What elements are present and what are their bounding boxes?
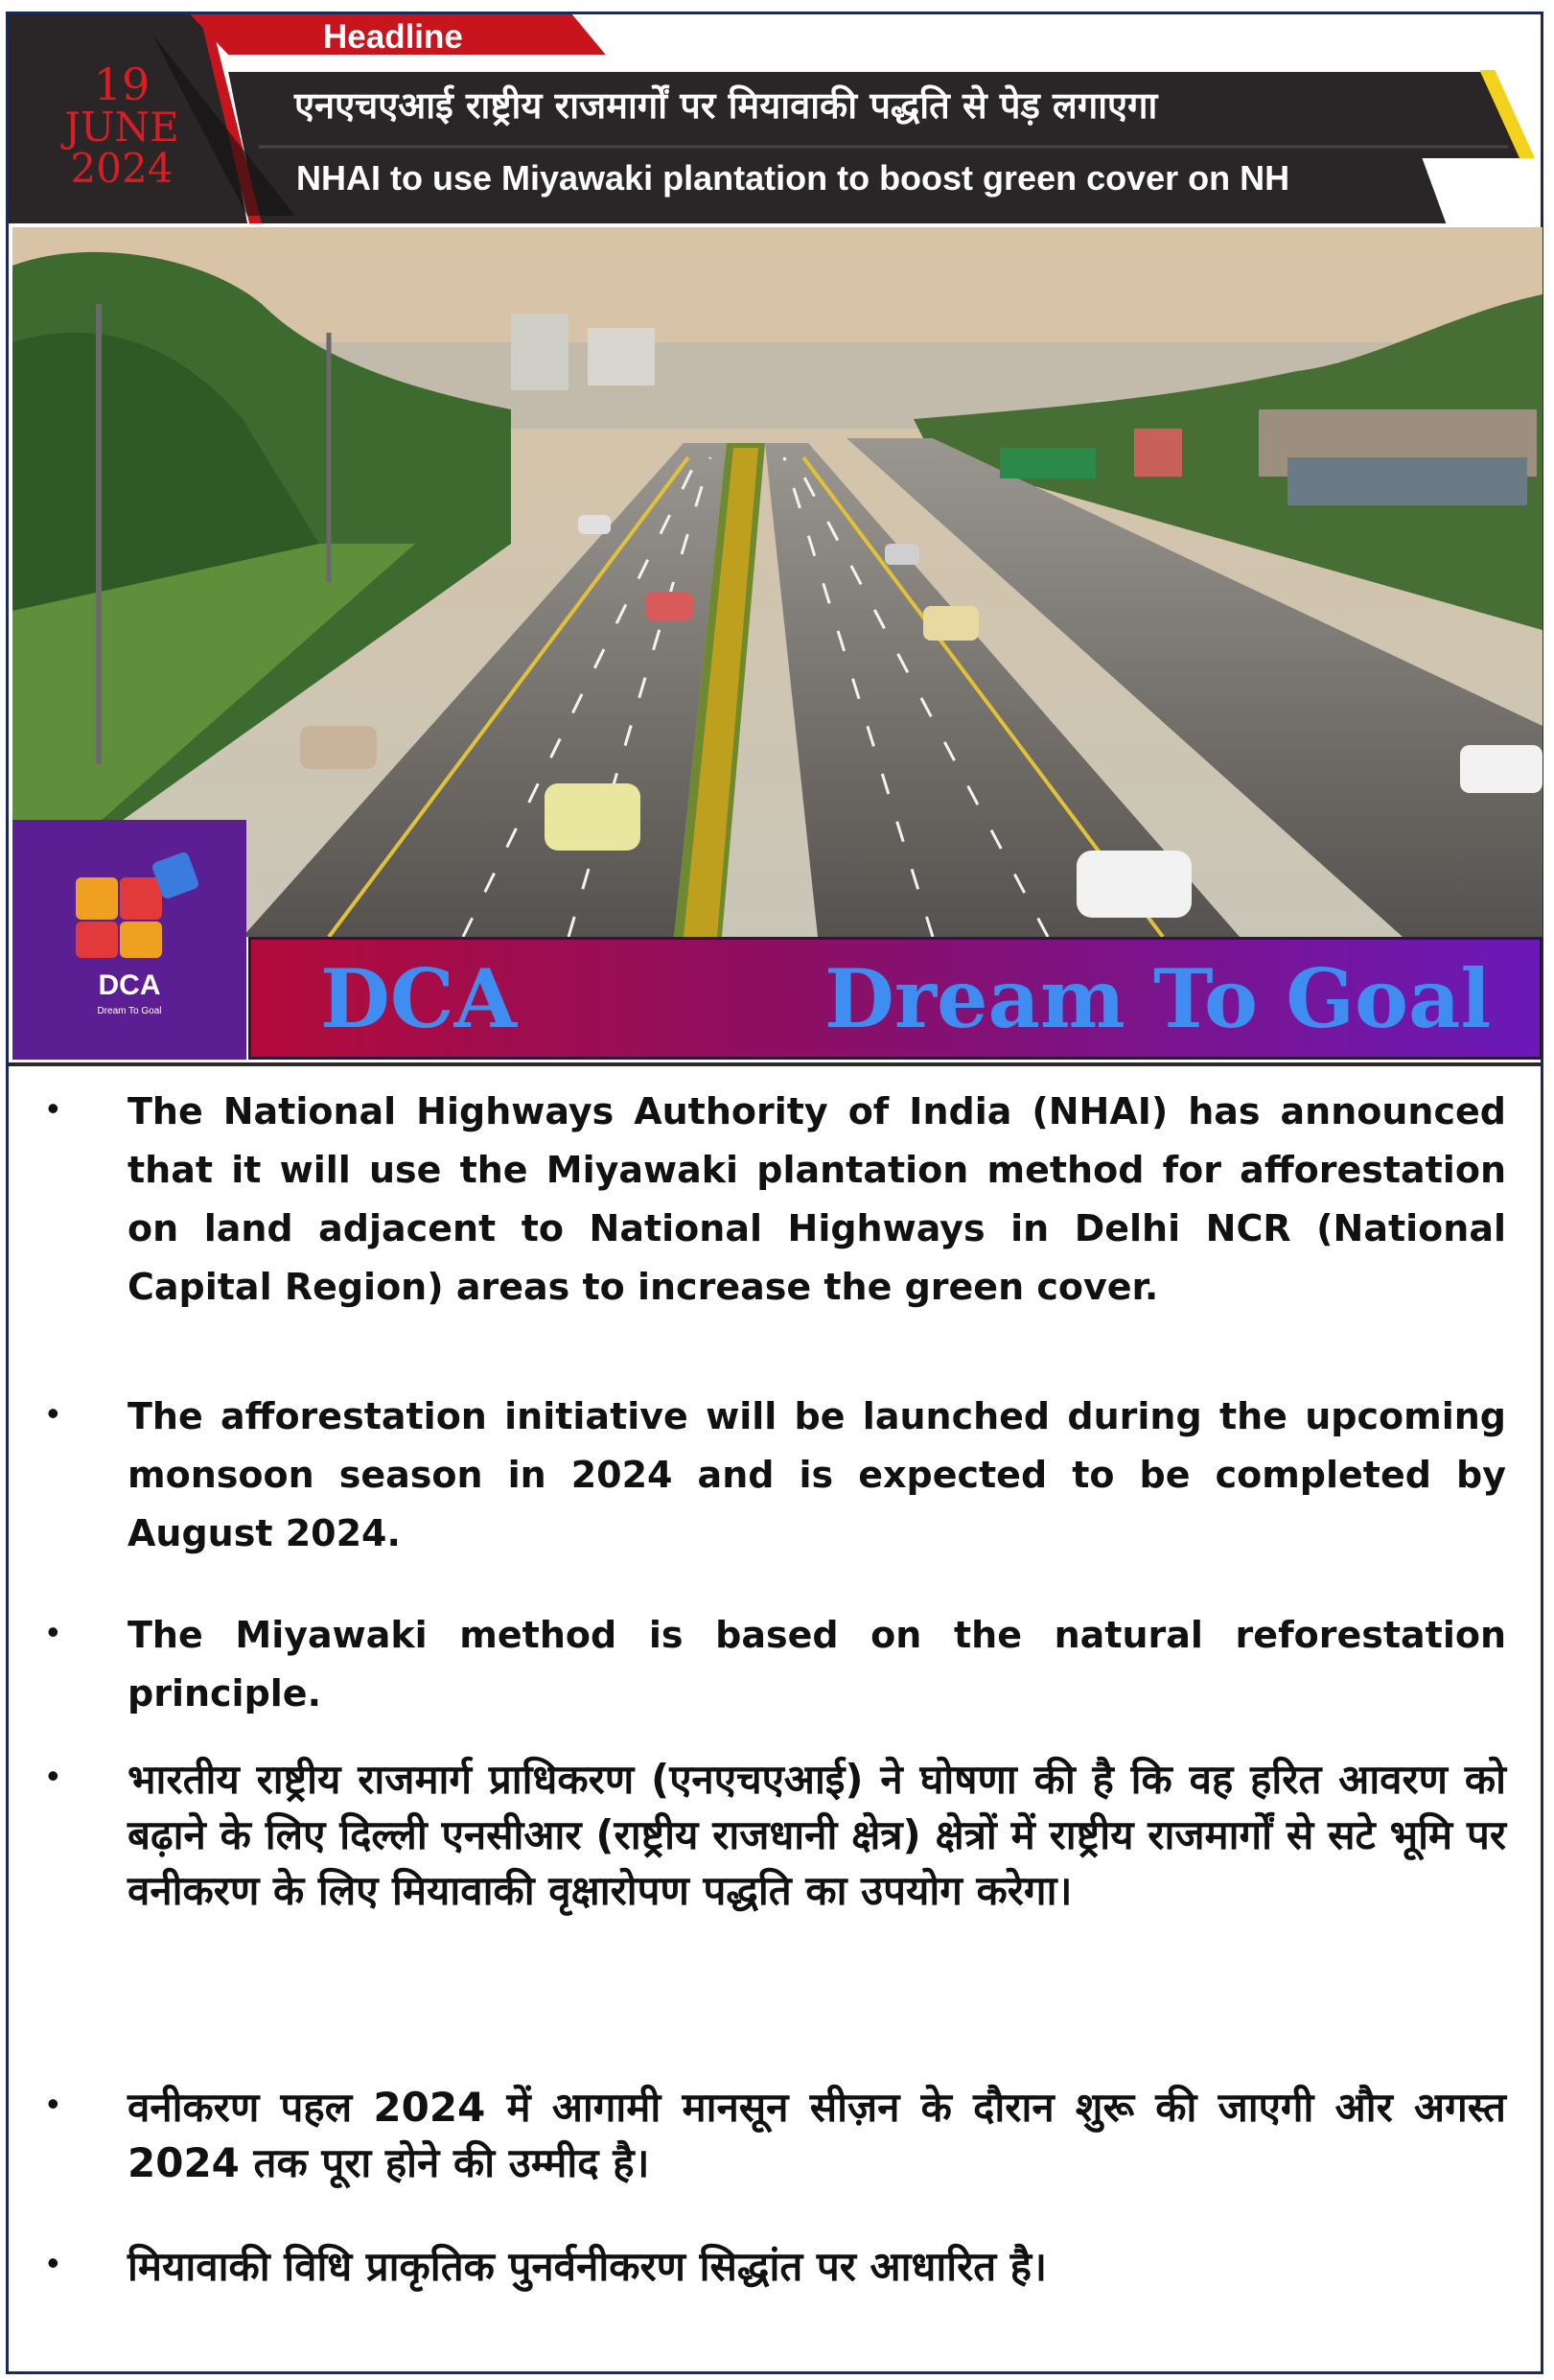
date-stamp	[26, 58, 218, 192]
bullet-marker: •	[47, 1612, 59, 1651]
bullet-marker: •	[47, 1088, 59, 1128]
bullet-text: The National Highways Authority of India (NHAI) has announced that it will use the Miyawaki plantation method for afforestation on land adjacent to National Highways in Delhi NCR (National Capital Region) areas to increase the green cover.	[128, 1090, 1506, 1308]
date-month: JUNE	[64, 103, 179, 151]
divider	[9, 1062, 1541, 1066]
bullet-text: भारतीय राष्ट्रीय राजमार्ग प्राधिकरण (एनएचएआई) ने घोषणा की है कि वह हरित आवरण को बढ़ाने के लिए दिल्ली एनसीआर (राष्ट्रीय राजधानी क्षेत्र) क्षेत्रों में राष्ट्रीय राजमार्गों से सटे भूमि पर वनीकरण के लिए मियावाकी वृक्षारोपण पद्धति का उपयोग करेगा।	[128, 1756, 1506, 1914]
brand-banner	[248, 937, 1542, 1060]
date-year: 2024	[70, 144, 174, 192]
puzzle-icon	[12, 820, 246, 964]
headline-tab-label: Headline	[323, 18, 463, 56]
bullet-marker: •	[47, 2084, 59, 2123]
bullet-text: The Miyawaki method is based on the natural reforestation principle.	[128, 1614, 1506, 1715]
date-day: 19	[93, 58, 151, 110]
bullet-marker: •	[47, 1393, 59, 1433]
bullet-text: वनीकरण पहल 2024 में आगामी मानसून सीज़न के दौरान शुरू की जाएगी और अगस्त 2024 तक पूरा होने की उम्मीद है।	[128, 2084, 1506, 2186]
bullet-marker: •	[47, 1756, 59, 1795]
bullet-text: मियावाकी विधि प्राकृतिक पुनर्वनीकरण सिद्धांत पर आधारित है।	[128, 2243, 1048, 2290]
brand-left-label: DCA	[320, 951, 517, 1046]
bullet-text: The afforestation initiative will be launched during the upcoming monsoon season in 2024 and is expected to be completed by August 2024.	[128, 1395, 1506, 1554]
brand-right-label: Dream To Goal	[824, 951, 1492, 1046]
headline-hindi: एनएचएआई राष्ट्रीय राजमार्गों पर मियावाकी पद्धति से पेड़ लगाएगा	[294, 84, 1158, 127]
bullet-marker: •	[47, 2243, 59, 2282]
headline-banner	[9, 14, 1541, 223]
logo-tagline: Dream To Goal	[97, 1006, 162, 1016]
dca-logo	[12, 820, 246, 1060]
logo-text: DCA	[98, 969, 161, 1001]
headline-english: NHAI to use Miyawaki plantation to boost green cover on NH	[296, 158, 1290, 198]
poster-frame	[6, 12, 1543, 2374]
